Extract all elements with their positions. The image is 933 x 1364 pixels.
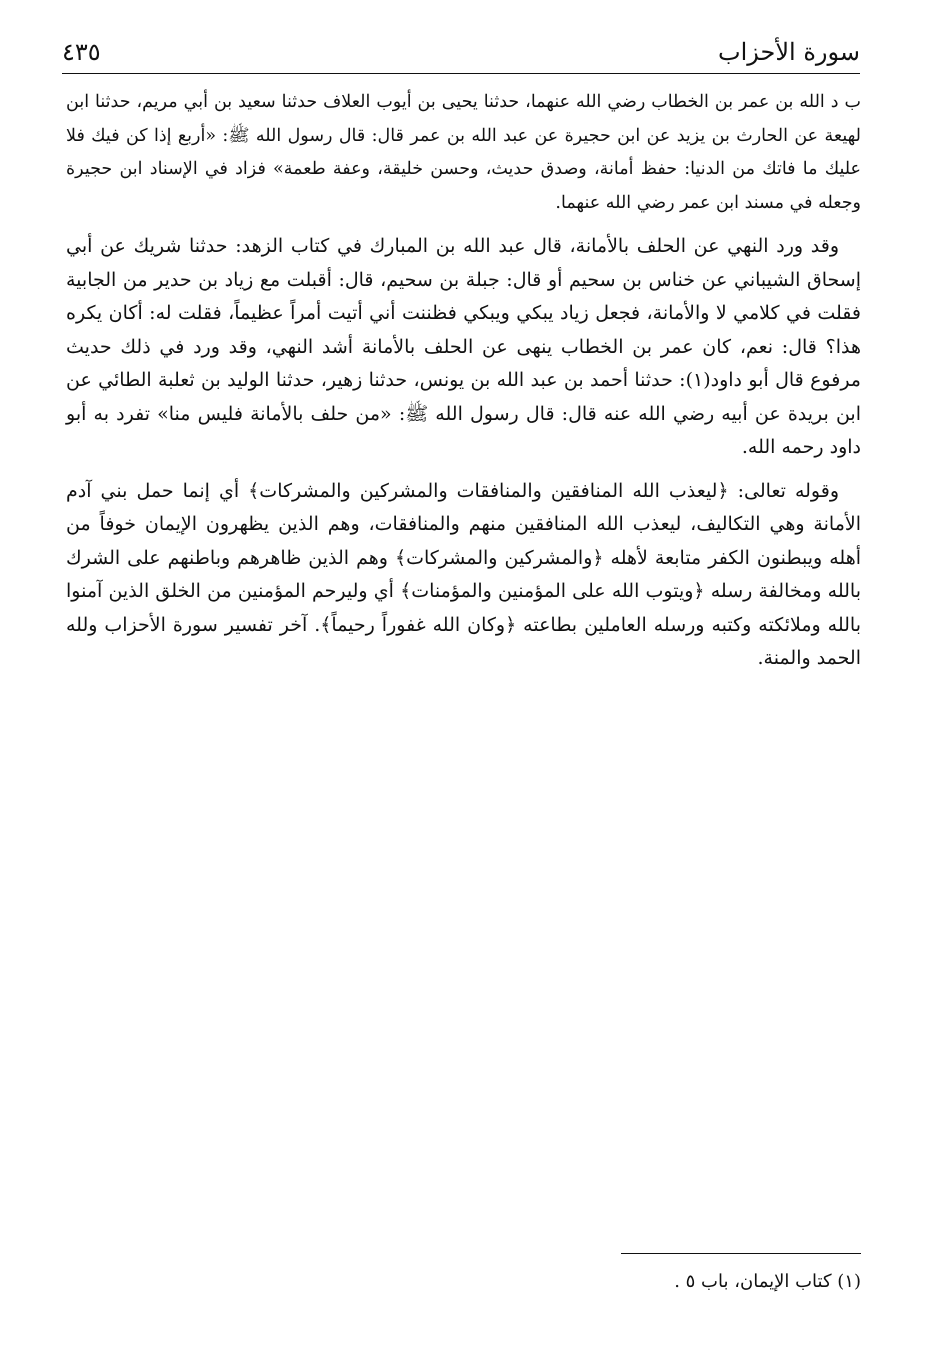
page-number: ٤٣٥ [62,38,101,66]
paragraph-2-text: وقد ورد النهي عن الحلف بالأمانة، قال عبد الله بن المبارك في كتاب الزهد: حدثنا شريك عن أبي إسحاق الشيباني عن خناس بن سحيم أو قال: جبلة بن سحيم، قال: أقبلت مع زياد بن حدير من الجابية فقلت في كلامي لا والأمانة، فجعل زياد يبكي ويبكي فظننت أني أتيت أمراً عظيماً، فقلت له: أكان يكره هذا؟ قال: نعم، كان عمر بن الخطاب ينهى عن الحلف بالأمانة أشد النهي، وقد ورد في ذلك حديث مرفوع قال أبو داود(١): حدثنا أحمد بن عبد الله بن يونس، حدثنا زهير، حدثنا الوليد بن ثعلبة الطائي عن ابن بريدة عن أبيه رضي الله عنه قال: قال رسول الله ﷺ: «من حلف بالأمانة فليس منا» تفرد به أبو داود رحمه الله. [66,235,861,458]
body-text [66,86,861,676]
footnote-1: (١) كتاب الإيمان، باب ٥ . [674,1271,861,1292]
running-title: سورة الأحزاب [718,38,860,66]
paragraph-3-text: وقوله تعالى: ﴿ليعذب الله المنافقين والمنافقات والمشركين والمشركات﴾ أي إنما حمل بني آدم الأمانة وهي التكاليف، ليعذب الله المنافقين منهم والمنافقات، وهم الذين يظهرون الإيمان خوفاً من أهله ويبطنون الكفر متابعة لأهله ﴿والمشركين والمشركات﴾ وهم الذين ظاهرهم وباطنهم على الشرك بالله ومخالفة رسله ﴿ويتوب الله على المؤمنين والمؤمنات﴾ أي وليرحم المؤمنين من الخلق الذين آمنوا بالله وملائكته وكتبه ورسله العاملين بطاعته ﴿وكان الله غفوراً رحيماً﴾. آخر تفسير سورة الأحزاب ولله الحمد والمنة. [66,479,861,669]
paragraph-1: ب د الله بن عمر بن الخطاب رضي الله عنهما، حدثنا يحيى بن أيوب العلاف حدثنا سعيد بن أبي مريم، حدثنا ابن لهيعة عن الحارث بن يزيد عن ابن حجيرة عن عبد الله بن عمر قال: قال رسول الله ﷺ: «أربع إذا كن فيك فلا عليك ما فاتك من الدنيا: حفظ أمانة، وصدق حديث، وحسن خليقة، وعفة طعمة» فزاد في الإسناد ابن حجيرة وجعله في مسند ابن عمر رضي الله عنهما. [66,92,861,213]
paragraph-3 [66,475,861,676]
paragraph-2 [66,230,861,465]
header-rule [62,73,860,74]
footnote-rule [621,1253,861,1254]
page-header [62,34,860,74]
